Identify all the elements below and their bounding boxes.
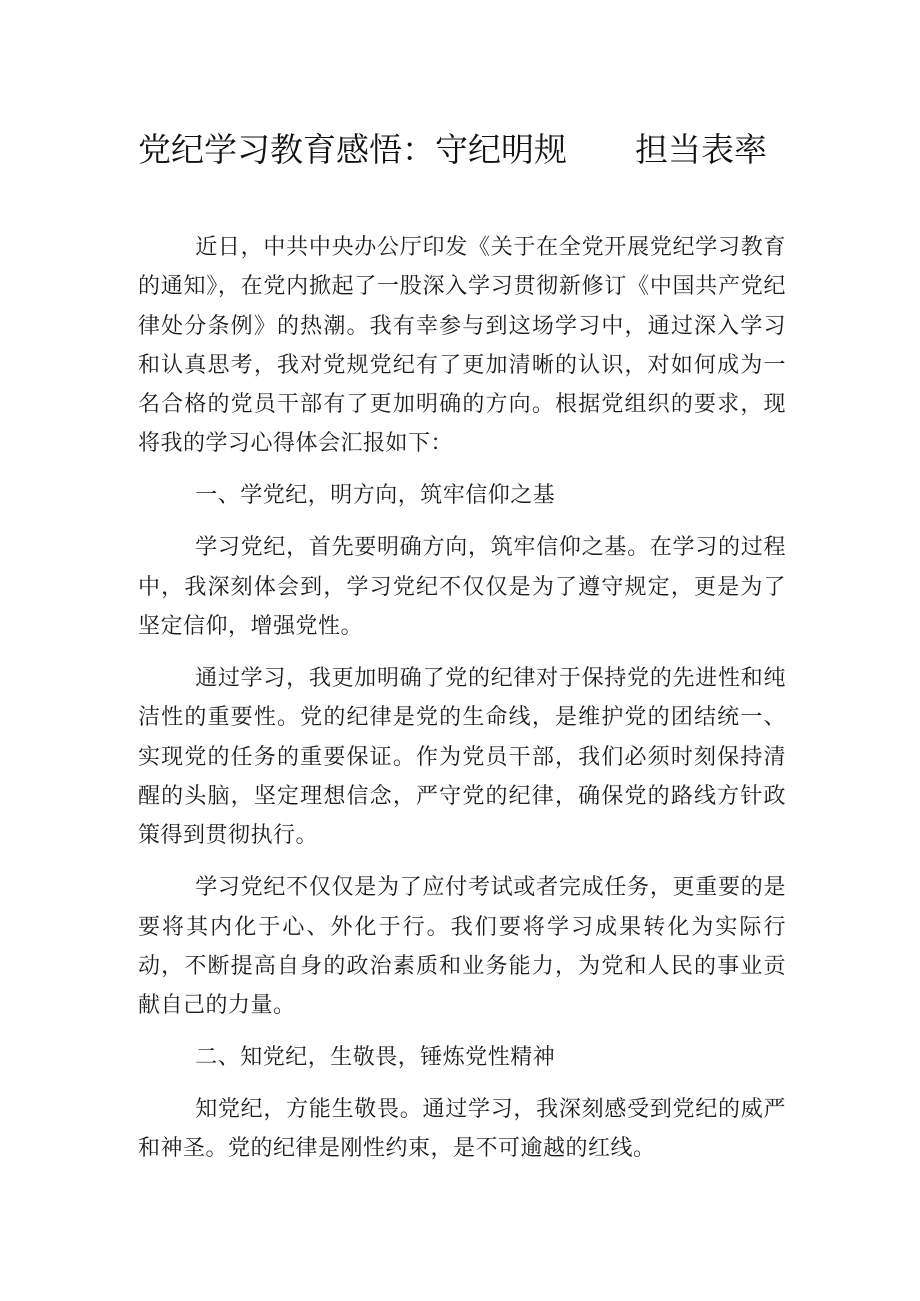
- body-paragraph: 知党纪，方能生敬畏。通过学习，我深刻感受到党纪的威严和神圣。党的纪律是刚性约束，是不可逾越的红线。: [138, 1097, 786, 1162]
- document-title: [138, 124, 798, 176]
- title-sub: 担当表率: [635, 130, 767, 169]
- section-heading-1: 一、学党纪，明方向，筑牢信仰之基: [195, 483, 556, 509]
- intro-paragraph: 近日，中共中央办公厅印发《关于在全党开展党纪学习教育的通知》，在党内掀起了一股深入学习贯彻新修订《中国共产党纪律处分条例》的热潮。我有幸参与到这场学习中，通过深入学习和认真思考，我对党规党纪有了更加清晰的认识，对如何成为一名合格的党员干部有了更加明确的方向。根据党组织的要求，现将我的学习心得体会汇报如下：: [138, 235, 786, 457]
- body-paragraph: 通过学习，我更加明确了党的纪律对于保持党的先进性和纯洁性的重要性。党的纪律是党的生命线，是维护党的团结统一、实现党的任务的重要保证。作为党员干部，我们必须时刻保持清醒的头脑，坚定理想信念，严守党的纪律，确保党的路线方针政策得到贯彻执行。: [138, 666, 786, 849]
- document-body: [138, 228, 786, 1169]
- body-paragraph: 学习党纪不仅仅是为了应付考试或者完成任务，更重要的是要将其内化于心、外化于行。我们要将学习成果转化为实际行动，不断提高自身的政治素质和业务能力，为党和人民的事业贡献自己的力量。: [138, 875, 786, 1019]
- body-paragraph: 学习党纪，首先要明确方向，筑牢信仰之基。在学习的过程中，我深刻体会到，学习党纪不仅仅是为了遵守规定，更是为了坚定信仰，增强党性。: [138, 535, 786, 640]
- title-main: 党纪学习教育感悟：守纪明规: [138, 130, 567, 169]
- section-heading-2: 二、知党纪，生敬畏，锤炼党性精神: [195, 1045, 556, 1071]
